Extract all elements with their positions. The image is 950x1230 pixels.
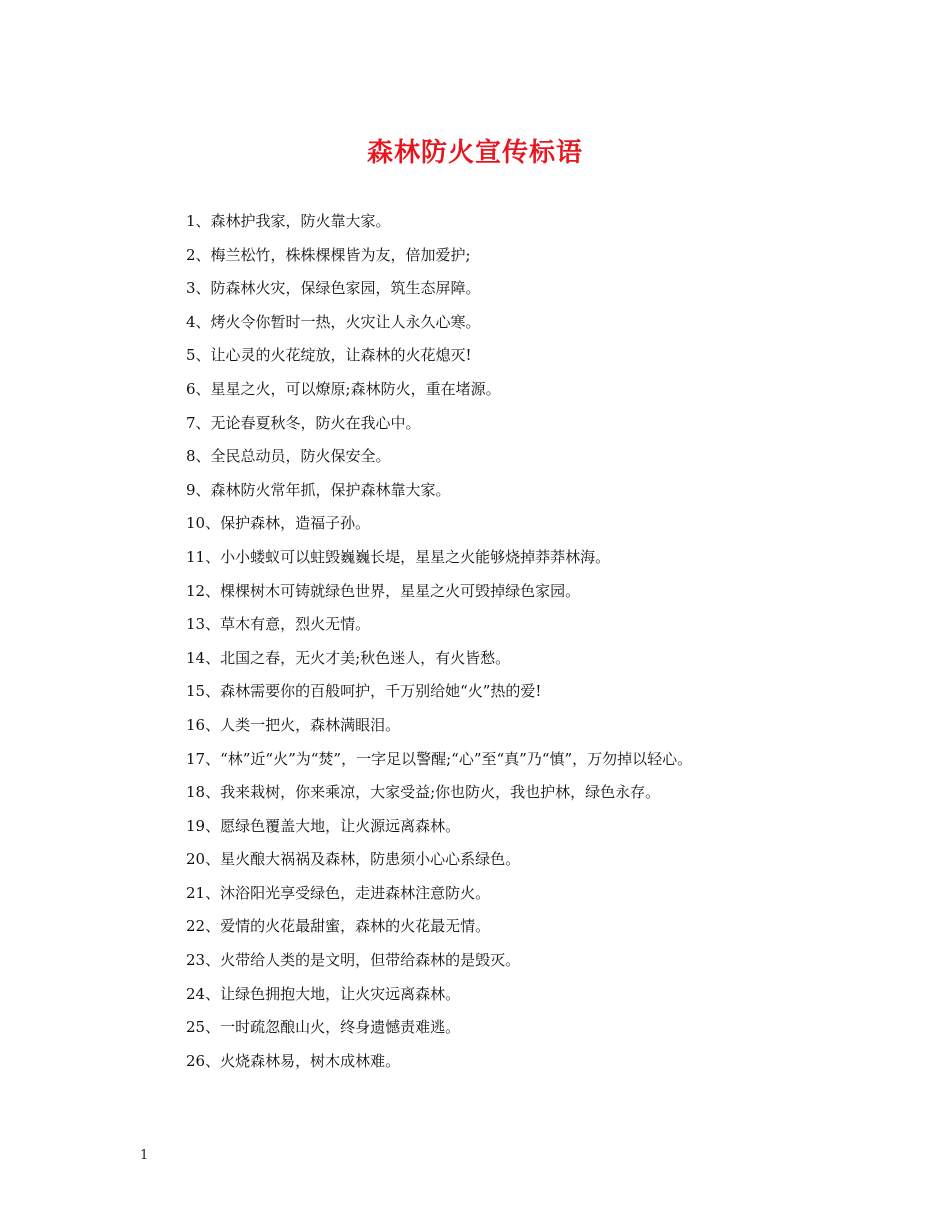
list-item: 10、保护森林，造福子孙。 — [186, 514, 371, 533]
list-item: 26、火烧森林易，树木成林难。 — [186, 1051, 401, 1070]
list-item: 25、一时疏忽酿山火，终身遗憾责难逃。 — [186, 1018, 461, 1037]
list-item: 19、愿绿色覆盖大地，让火源远离森林。 — [186, 816, 461, 835]
list-item: 24、让绿色拥抱大地，让火灾远离森林。 — [186, 984, 461, 1003]
list-item: 17、“林”近“火”为“焚”，一字足以警醒;“心”至“真”乃“慎”，万勿掉以轻心。 — [186, 749, 693, 768]
list-item: 4、烤火令你暂时一热，火灾让人永久心寒。 — [186, 312, 481, 331]
list-item: 5、让心灵的火花绽放，让森林的火花熄灭! — [186, 346, 472, 365]
list-item: 1、森林护我家，防火靠大家。 — [186, 212, 391, 230]
list-item: 22、爱情的火花最甜蜜，森林的火花最无情。 — [186, 917, 491, 936]
list-item: 21、沐浴阳光享受绿色，走进森林注意防火。 — [186, 883, 491, 902]
list-item: 12、棵棵树木可铸就绿色世界，星星之火可毁掉绿色家园。 — [186, 581, 581, 600]
list-item: 11、小小蝼蚁可以蛀毁巍巍长堤，星星之火能够烧掉莽莽林海。 — [186, 547, 611, 566]
list-item: 8、全民总动员，防火保安全。 — [186, 447, 391, 466]
list-item: 18、我来栽树，你来乘凉，大家受益;你也防火，我也护林，绿色永存。 — [186, 783, 661, 802]
list-item: 6、星星之火，可以燎原;森林防火，重在堵源。 — [186, 379, 501, 398]
page-title: 森林防火宣传标语 — [366, 138, 583, 168]
list-item: 7、无论春夏秋冬，防火在我心中。 — [186, 413, 421, 432]
list-item: 16、人类一把火，森林满眼泪。 — [186, 715, 401, 734]
list-item: 9、森林防火常年抓，保护森林靠大家。 — [186, 480, 451, 499]
slogan-list — [140, 205, 828, 1078]
list-item: 13、草木有意，烈火无情。 — [186, 615, 371, 634]
list-item: 14、北国之春，无火才美;秋色迷人，有火皆愁。 — [186, 648, 511, 667]
list-item: 15、森林需要你的百般呵护，千万别给她“火”热的爱! — [186, 682, 542, 701]
list-item: 2、梅兰松竹，株株棵棵皆为友，倍加爱护; — [186, 245, 471, 264]
page-number: 1 — [140, 1148, 149, 1163]
list-item: 23、火带给人类的是文明，但带给森林的是毁灭。 — [186, 951, 521, 970]
list-item: 20、星火酿大祸祸及森林，防患须小心心系绿色。 — [186, 850, 521, 869]
list-item: 3、防森林火灾，保绿色家园，筑生态屏障。 — [186, 279, 481, 298]
